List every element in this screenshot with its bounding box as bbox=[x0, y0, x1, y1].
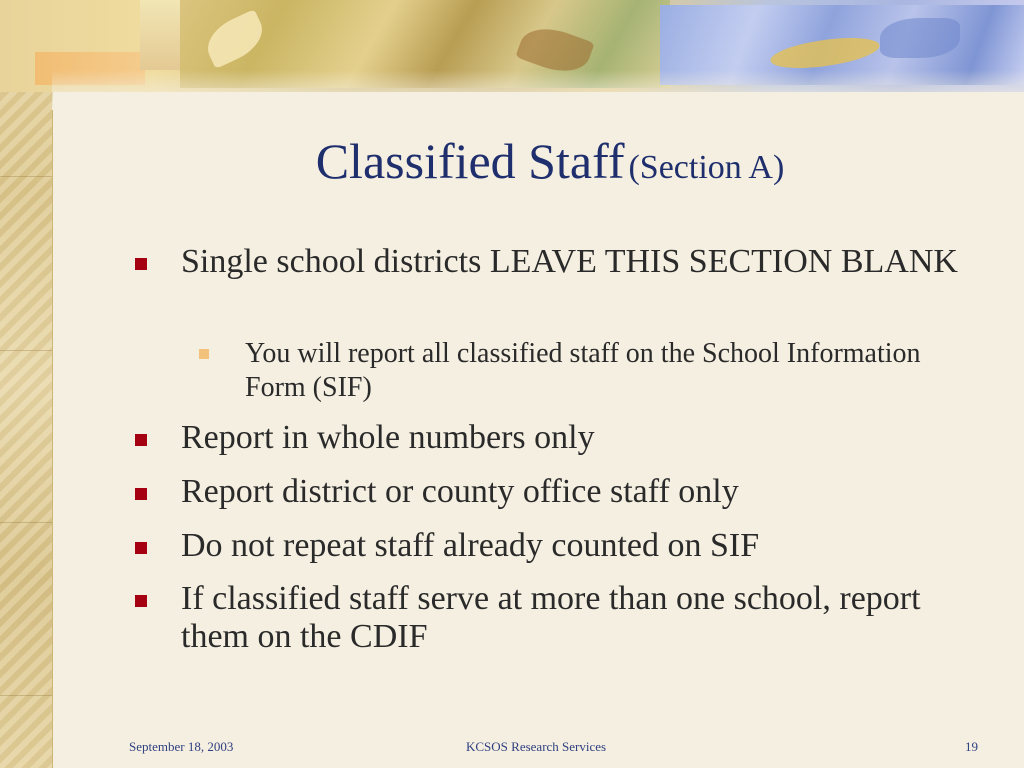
title-main: Classified Staff bbox=[315, 133, 625, 189]
strip-seam bbox=[0, 350, 52, 351]
list-item: Single school districts LEAVE THIS SECTION BLANK bbox=[181, 243, 958, 280]
footer-page-number: 19 bbox=[965, 739, 978, 754]
bullet-square-icon bbox=[135, 542, 147, 554]
sub-bullet-square-icon bbox=[199, 349, 209, 359]
list-item: If classified staff serve at more than one school, report them on the CDIF bbox=[181, 580, 921, 655]
strip-seam bbox=[0, 695, 52, 696]
footer-date: September 18, 2003 bbox=[129, 739, 234, 754]
leaf-shape bbox=[880, 18, 960, 58]
strip-seam bbox=[0, 176, 52, 177]
bullet-square-icon bbox=[135, 258, 147, 270]
title-sub: (Section A) bbox=[628, 149, 785, 186]
left-texture-strip bbox=[0, 0, 53, 768]
list-item: Report in whole numbers only bbox=[181, 419, 595, 456]
bullet-square-icon bbox=[135, 595, 147, 607]
sub-list-item: You will report all classified staff on the School Information Form (SIF) bbox=[245, 338, 921, 403]
banner-fade bbox=[52, 70, 1024, 110]
footer-organization: KCSOS Research Services bbox=[466, 739, 607, 754]
slide-title bbox=[100, 132, 1000, 190]
bullet-square-icon bbox=[135, 488, 147, 500]
banner-tile bbox=[140, 0, 180, 70]
list-item: Report district or county office staff only bbox=[181, 473, 739, 510]
list-item: Do not repeat staff already counted on SIF bbox=[181, 527, 760, 564]
strip-seam bbox=[0, 522, 52, 523]
bullet-square-icon bbox=[135, 434, 147, 446]
